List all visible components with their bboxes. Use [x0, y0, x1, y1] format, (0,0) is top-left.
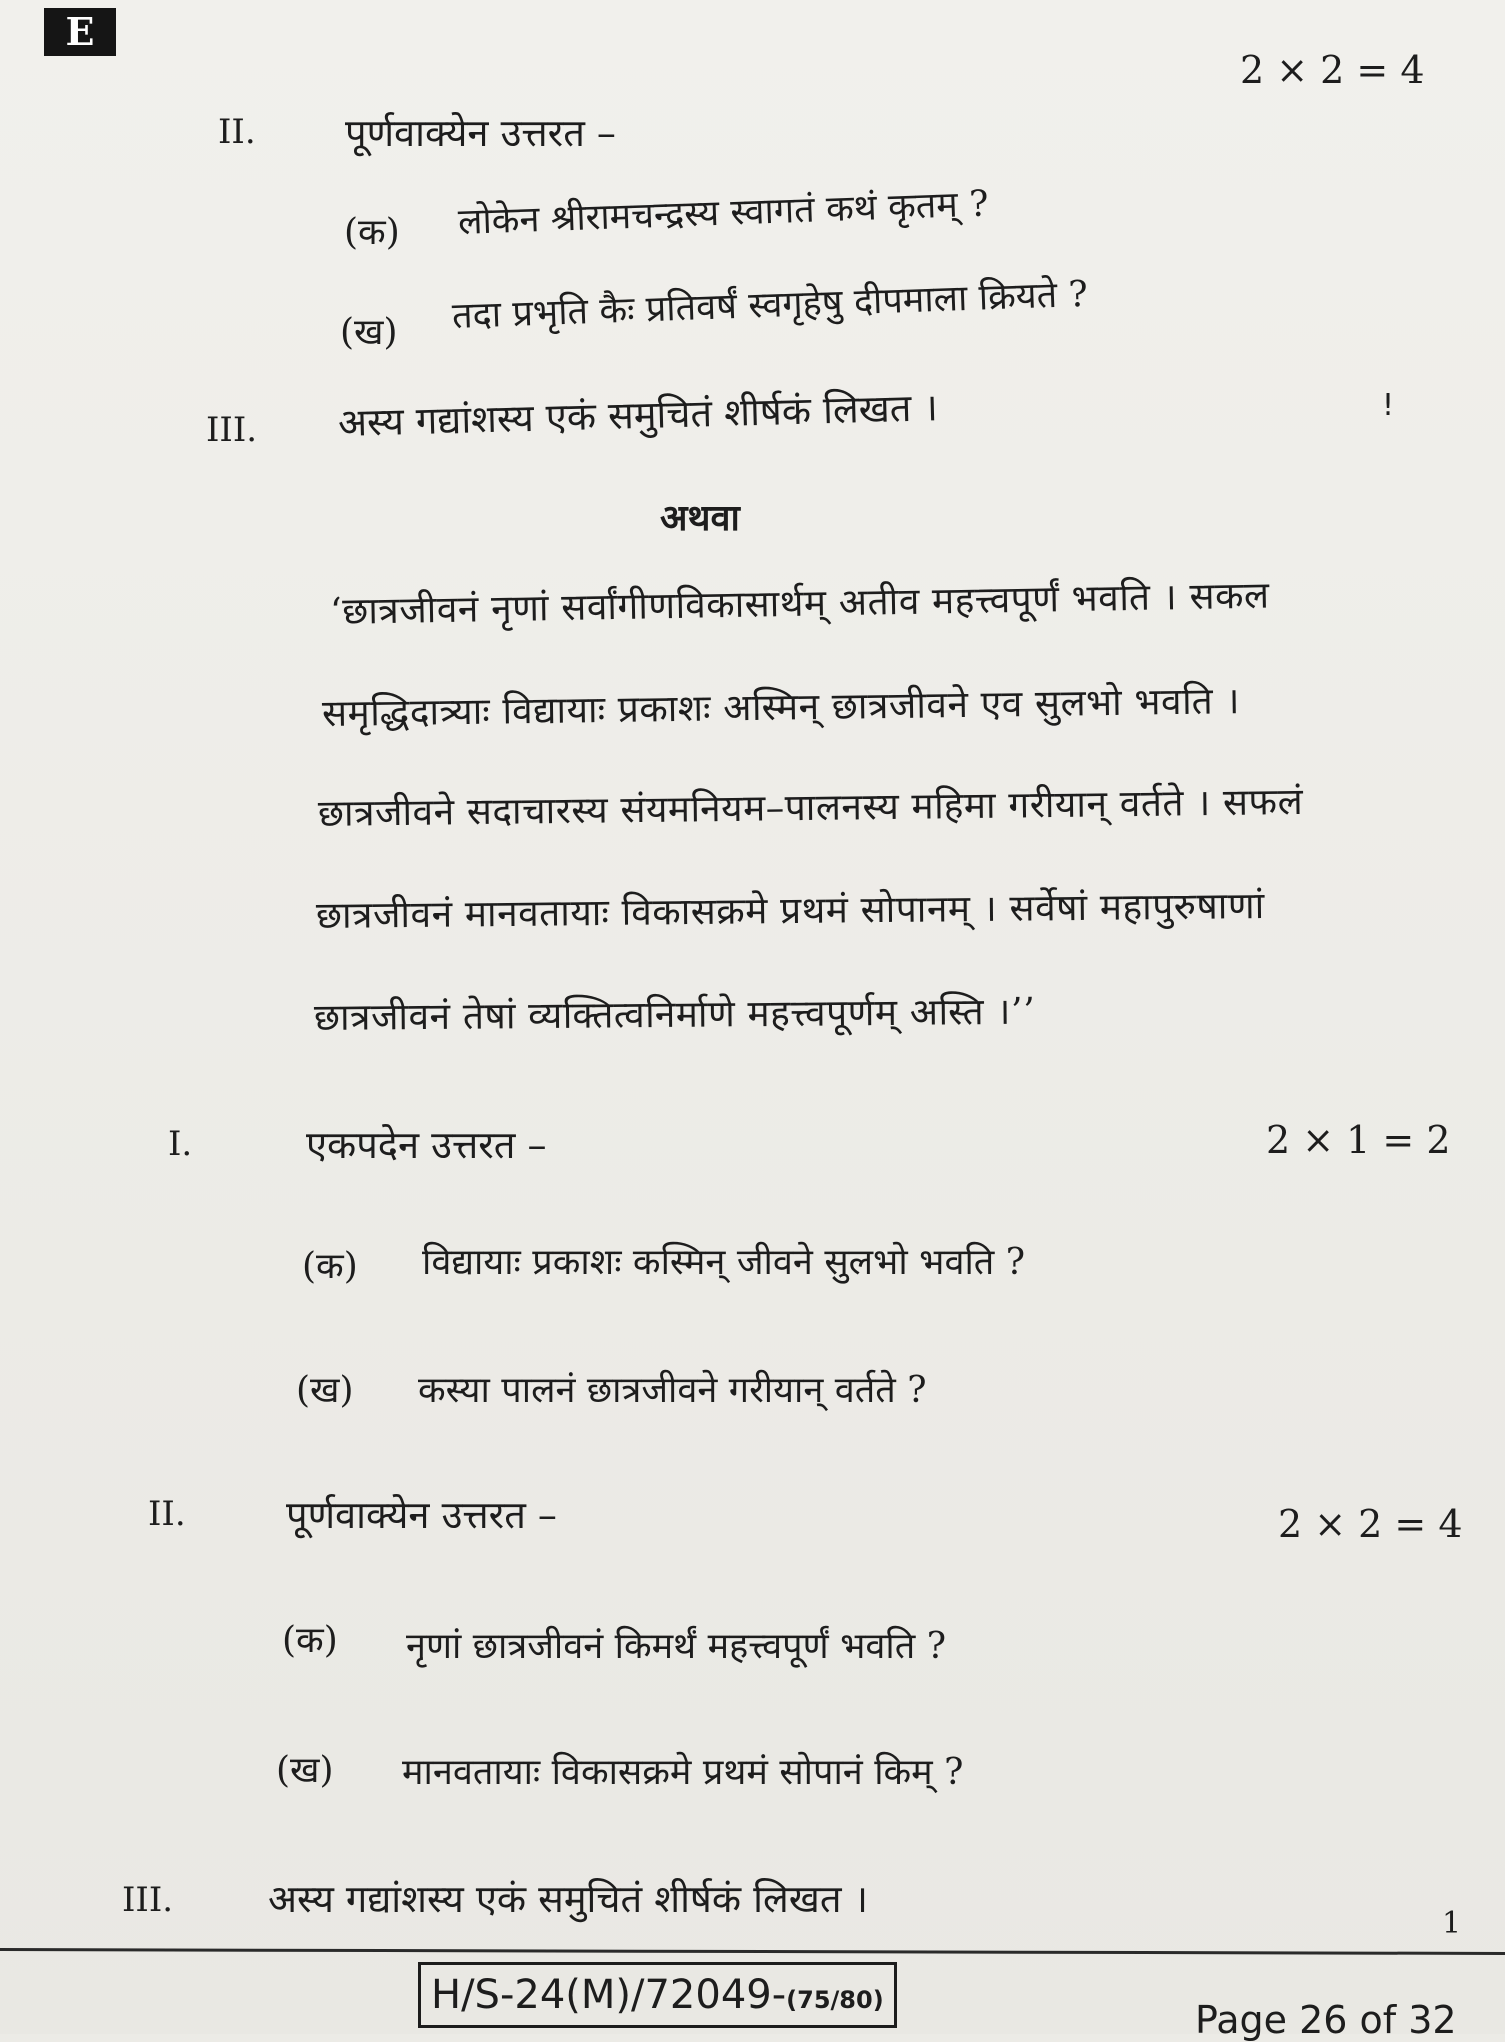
question-number-i: I.	[168, 1124, 193, 1164]
sub-question-label: (ख)	[276, 1750, 334, 1791]
passage-line: ‘छात्रजीवनं नृणां सर्वांगीणविकासार्थम् अतीव महत्त्वपूर्णं भवति । सकल	[329, 573, 1270, 633]
paper-code-box	[418, 1962, 897, 2028]
question-marks: 2 × 2 = 4	[1278, 1502, 1463, 1546]
question-instruction: पूर्णवाक्येन उत्तरत –	[286, 1493, 557, 1537]
passage-line: समृद्धिदात्र्याः विद्यायाः प्रकाशः अस्मिन् छात्रजीवने एव सुलभो भवति ।	[321, 679, 1241, 735]
or-separator: अथवा	[660, 497, 740, 539]
question-number-ii: II.	[218, 112, 256, 152]
question-instruction: अस्य गद्यांशस्य एकं समुचितं शीर्षकं लिखत ।	[337, 385, 939, 445]
paper-code: H/S-24(M)/72049-	[431, 1972, 787, 2018]
sub-question-text: कस्या पालनं छात्रजीवने गरीयान् वर्तते ?	[418, 1370, 927, 1411]
page-number: Page 26 of 32	[1195, 1998, 1457, 2042]
question-instruction: अस्य गद्यांशस्य एकं समुचितं शीर्षकं लिखत ।	[268, 1877, 868, 1921]
sub-question-text: नृणां छात्रजीवनं किमर्थं महत्त्वपूर्णं भवति ?	[406, 1626, 947, 1667]
paper-code-suffix: (75/80)	[786, 1986, 884, 2014]
passage-line: छात्रजीवने सदाचारस्य संयमनियम–पालनस्य महिमा गरीयान् वर्तते । सफलं	[317, 779, 1304, 835]
sub-question-label: (क)	[344, 212, 400, 253]
sub-question-text: विद्यायाः प्रकाशः कस्मिन् जीवने सुलभो भवति ?	[422, 1242, 1026, 1283]
question-instruction: एकपदेन उत्तरत –	[306, 1123, 547, 1167]
sub-question-label: (क)	[282, 1620, 338, 1661]
section-label-badge: E	[44, 8, 116, 56]
passage-line: छात्रजीवनं तेषां व्यक्तित्वनिर्माणे महत्त्वपूर्णम् अस्ति ।’’	[313, 989, 1036, 1039]
question-marks: 1	[1442, 1906, 1462, 1941]
question-number-iii: III.	[206, 410, 258, 450]
question-instruction: पूर्णवाक्येन उत्तरत –	[345, 111, 616, 155]
sub-question-text: लोकेन श्रीरामचन्द्रस्य स्वागतं कथं कृतम् ?	[457, 183, 990, 243]
sub-question-text: मानवतायाः विकासक्रमे प्रथमं सोपानं किम् ?	[402, 1752, 964, 1793]
sub-question-label: (ख)	[340, 312, 398, 353]
margin-tick: !	[1382, 388, 1395, 423]
footer-rule	[0, 1948, 1505, 1955]
question-marks: 2 × 1 = 2	[1266, 1118, 1451, 1162]
sub-question-text: तदा प्रभृति कैः प्रतिवर्षं स्वगृहेषु दीपमाला क्रियते ?	[451, 273, 1089, 337]
sub-question-label: (ख)	[296, 1370, 354, 1411]
question-number-ii: II.	[148, 1494, 186, 1534]
question-number-iii: III.	[122, 1880, 174, 1920]
sub-question-label: (क)	[302, 1246, 358, 1287]
passage-line: छात्रजीवनं मानवतायाः विकासक्रमे प्रथमं सोपानम् । सर्वेषां महापुरुषाणां	[315, 884, 1265, 937]
top-marks: 2 × 2 = 4	[1240, 48, 1425, 92]
